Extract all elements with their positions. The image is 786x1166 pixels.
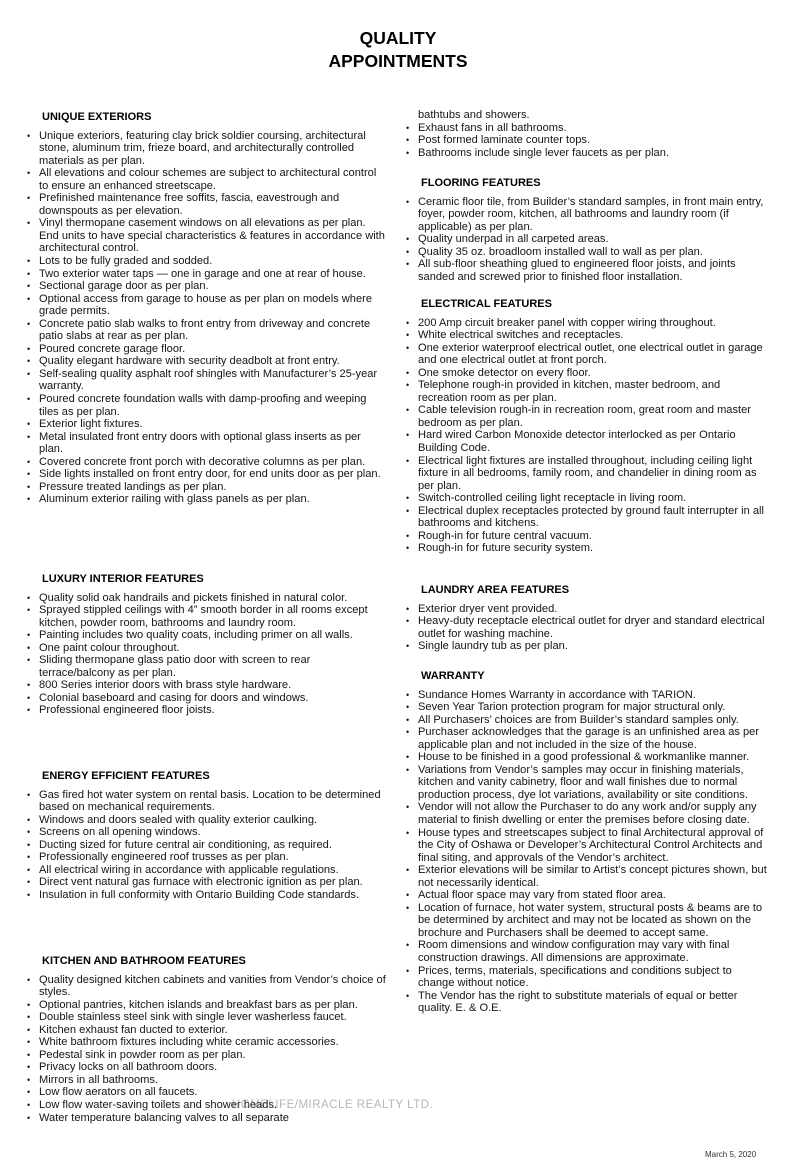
section-title: ENERGY EFFICIENT FEATURES	[42, 770, 210, 782]
list-item: • Exhaust fans in all bathrooms.	[406, 122, 770, 135]
list-item: • Rough-in for future central vacuum.	[406, 530, 770, 543]
list-item: • Post formed laminate counter tops.	[406, 134, 770, 147]
list-item: • Rough-in for future security system.	[406, 542, 770, 555]
list-item: • House to be finished in a good professional & workmanlike manner.	[406, 751, 770, 764]
section-warranty	[406, 670, 770, 1015]
section-title: LUXURY INTERIOR FEATURES	[42, 573, 204, 585]
list-item: • All Purchasers’ choices are from Builder’s standard samples only.	[406, 714, 770, 727]
section-energy-efficient	[27, 770, 387, 901]
list-item: • Professionally engineered roof trusses as per plan.	[27, 851, 387, 864]
list-item: • Quality 35 oz. broadloom installed wall to wall as per plan.	[406, 246, 770, 259]
list-item: • Lots to be fully graded and sodded.	[27, 255, 387, 268]
page-title	[0, 27, 786, 73]
list-item: • Insulation in full conformity with Ontario Building Code standards.	[27, 889, 387, 902]
section-title: ELECTRICAL FEATURES	[421, 298, 552, 310]
list-item: • Sundance Homes Warranty in accordance with TARION.	[406, 689, 770, 702]
list-item: • The Vendor has the right to substitute materials of equal or better quality. E. & O.E.	[406, 990, 770, 1015]
section-flooring	[406, 177, 770, 283]
list-item: • One exterior waterproof electrical outlet, one electrical outlet in garage and one electrical outlet at front porch.	[406, 342, 770, 367]
section-title: FLOORING FEATURES	[421, 177, 541, 189]
list-item: • Pedestal sink in powder room as per plan.	[27, 1049, 387, 1062]
list-item: • Exterior light fixtures.	[27, 418, 387, 431]
title-line-2: APPOINTMENTS	[328, 51, 468, 71]
section-title: UNIQUE EXTERIORS	[42, 111, 152, 123]
item-list	[406, 122, 770, 160]
list-item: • One paint colour throughout.	[27, 642, 387, 655]
section-luxury-interior	[27, 573, 387, 717]
list-item: • Sliding thermopane glass patio door with screen to rear terrace/balcony as per plan.	[27, 654, 387, 679]
list-item: • Low flow water-saving toilets and shower heads.	[27, 1099, 387, 1112]
item-list	[27, 130, 387, 506]
list-item: • Poured concrete garage floor.	[27, 343, 387, 356]
section-laundry	[406, 584, 770, 653]
list-item: • Mirrors in all bathrooms.	[27, 1074, 387, 1087]
list-item: • White electrical switches and receptacles.	[406, 329, 770, 342]
list-item: • Purchaser acknowledges that the garage is an unfinished area as per applicable plan and not included in the size of the house.	[406, 726, 770, 751]
list-item: • Screens on all opening windows.	[27, 826, 387, 839]
list-item: • House types and streetscapes subject to final Architectural approval of the City of Oshawa or Developer’s Architectural Control Architects and final siting, and approvals of the Vendor’s architect.	[406, 827, 770, 865]
list-item: • 800 Series interior doors with brass style hardware.	[27, 679, 387, 692]
list-item: • Aluminum exterior railing with glass panels as per plan.	[27, 493, 387, 506]
list-item: • Location of furnace, hot water system, structural posts & beams are to be determined by architect and may not be located as shown on the brochure and Purchasers shall be deemed to accept same.	[406, 902, 770, 940]
title-line-1: QUALITY	[359, 28, 437, 48]
item-list	[406, 196, 770, 284]
section-continuation	[406, 109, 770, 159]
list-item: • Water temperature balancing valves to all separate	[27, 1112, 387, 1125]
section-unique-exteriors	[27, 111, 387, 506]
list-item: • White bathroom fixtures including white ceramic accessories.	[27, 1036, 387, 1049]
item-list	[406, 317, 770, 555]
list-item: • Quality elegant hardware with security deadbolt at front entry.	[27, 355, 387, 368]
list-item: • Privacy locks on all bathroom doors.	[27, 1061, 387, 1074]
section-electrical	[406, 298, 770, 555]
list-item: • Exterior elevations will be similar to Artist’s concept pictures shown, but not necessarily identical.	[406, 864, 770, 889]
list-item: • Exterior dryer vent provided.	[406, 603, 770, 616]
list-item: • One smoke detector on every floor.	[406, 367, 770, 380]
list-item: • Double stainless steel sink with single lever washerless faucet.	[27, 1011, 387, 1024]
list-item: • Room dimensions and window configuration may vary with final construction drawings. All dimensions are approximate.	[406, 939, 770, 964]
list-item: • Prefinished maintenance free soffits, fascia, eavestrough and downspouts as per elevation.	[27, 192, 387, 217]
document-date: March 5, 2020	[705, 1150, 757, 1159]
section-title: LAUNDRY AREA FEATURES	[421, 584, 570, 596]
list-item: • Poured concrete foundation walls with damp-proofing and weeping tiles as per plan.	[27, 393, 387, 418]
list-item: • Switch-controlled ceiling light receptacle in living room.	[406, 492, 770, 505]
list-item: • Heavy-duty receptacle electrical outlet for dryer and standard electrical outlet for washing machine.	[406, 615, 770, 640]
list-item: • Concrete patio slab walks to front entry from driveway and concrete patio slabs at rear as per plan.	[27, 318, 387, 343]
item-list	[27, 592, 387, 717]
list-item: • Optional access from garage to house as per plan on models where grade permits.	[27, 293, 387, 318]
list-item: • Covered concrete front porch with decorative columns as per plan.	[27, 456, 387, 469]
list-item: • All sub-floor sheathing glued to engineered floor joists, and joints sanded and screwed prior to finished floor installation.	[406, 258, 770, 283]
list-item: • Painting includes two quality coats, including primer on all walls.	[27, 629, 387, 642]
list-item: • Quality solid oak handrails and pickets finished in natural color.	[27, 592, 387, 605]
list-item: • Optional pantries, kitchen islands and breakfast bars as per plan.	[27, 999, 387, 1012]
list-item: • Two exterior water taps — one in garage and one at rear of house.	[27, 268, 387, 281]
list-item: • All elevations and colour schemes are subject to architectural control to ensure an enhanced streetscape.	[27, 167, 387, 192]
list-item: • Telephone rough-in provided in kitchen, master bedroom, and recreation room as per plan.	[406, 379, 770, 404]
continued-text: bathtubs and showers.	[418, 109, 530, 121]
list-item: • Prices, terms, materials, specifications and conditions subject to change without notice.	[406, 965, 770, 990]
list-item: • Side lights installed on front entry door, for end units door as per plan.	[27, 468, 387, 481]
list-item: • Seven Year Tarion protection program for major structural only.	[406, 701, 770, 714]
item-list	[406, 689, 770, 1015]
list-item: • Colonial baseboard and casing for doors and windows.	[27, 692, 387, 705]
list-item: • Electrical duplex receptacles protected by ground fault interrupter in all bathrooms and kitchens.	[406, 505, 770, 530]
list-item: • Hard wired Carbon Monoxide detector interlocked as per Ontario Building Code.	[406, 429, 770, 454]
list-item: • Quality underpad in all carpeted areas.	[406, 233, 770, 246]
section-title: WARRANTY	[421, 670, 485, 682]
list-item: • Ducting sized for future central air conditioning, as required.	[27, 839, 387, 852]
list-item: • 200 Amp circuit breaker panel with copper wiring throughout.	[406, 317, 770, 330]
list-item: • All electrical wiring in accordance with applicable regulations.	[27, 864, 387, 877]
list-item: • Bathrooms include single lever faucets as per plan.	[406, 147, 770, 160]
list-item: • Electrical light fixtures are installed throughout, including ceiling light fixture in all bedrooms, family room, and chandelier in dining room as per plan.	[406, 455, 770, 493]
list-item: • Unique exteriors, featuring clay brick soldier coursing, architectural stone, aluminum trim, frieze board, and architecturally controlled materials as per plan.	[27, 130, 387, 168]
list-item: • Pressure treated landings as per plan.	[27, 481, 387, 494]
list-item: • Self-sealing quality asphalt roof shingles with Manufacturer’s 25-year warranty.	[27, 368, 387, 393]
list-item: • Vendor will not allow the Purchaser to do any work and/or supply any material to finish dwelling or enter the premises before closing date.	[406, 801, 770, 826]
list-item: • Gas fired hot water system on rental basis. Location to be determined based on mechanical requirements.	[27, 789, 387, 814]
watermark: HOMELIFE/MIRACLE REALTY LTD.	[232, 1099, 434, 1111]
item-list	[406, 603, 770, 653]
list-item: • Actual floor space may vary from stated floor area.	[406, 889, 770, 902]
list-item: • Professional engineered floor joists.	[27, 704, 387, 717]
list-item: • Sprayed stippled ceilings with 4” smooth border in all rooms except kitchen, powder room, bathrooms and laundry room.	[27, 604, 387, 629]
list-item: • Ceramic floor tile, from Builder’s standard samples, in front main entry, foyer, powder room, kitchen, all bathrooms and laundry room (if applicable) as per plan.	[406, 196, 770, 234]
list-item: • Kitchen exhaust fan ducted to exterior.	[27, 1024, 387, 1037]
list-item: • Vinyl thermopane casement windows on all elevations as per plan. End units to have special characteristics & features in accordance with architectural control.	[27, 217, 387, 255]
list-item: • Low flow aerators on all faucets.	[27, 1086, 387, 1099]
list-item: • Quality designed kitchen cabinets and vanities from Vendor’s choice of styles.	[27, 974, 387, 999]
section-title: KITCHEN AND BATHROOM FEATURES	[42, 955, 246, 967]
list-item: • Cable television rough-in in recreation room, great room and master bedroom as per plan.	[406, 404, 770, 429]
list-item: • Single laundry tub as per plan.	[406, 640, 770, 653]
list-item: • Windows and doors sealed with quality exterior caulking.	[27, 814, 387, 827]
item-list	[27, 789, 387, 902]
list-item: • Metal insulated front entry doors with optional glass inserts as per plan.	[27, 431, 387, 456]
list-item: • Sectional garage door as per plan.	[27, 280, 387, 293]
list-item: • Variations from Vendor’s samples may occur in finishing materials, kitchen and vanity cabinetry, floor and wall finishes due to normal production process, dye lot variations, availability or site conditions.	[406, 764, 770, 802]
list-item: • Direct vent natural gas furnace with electronic ignition as per plan.	[27, 876, 387, 889]
